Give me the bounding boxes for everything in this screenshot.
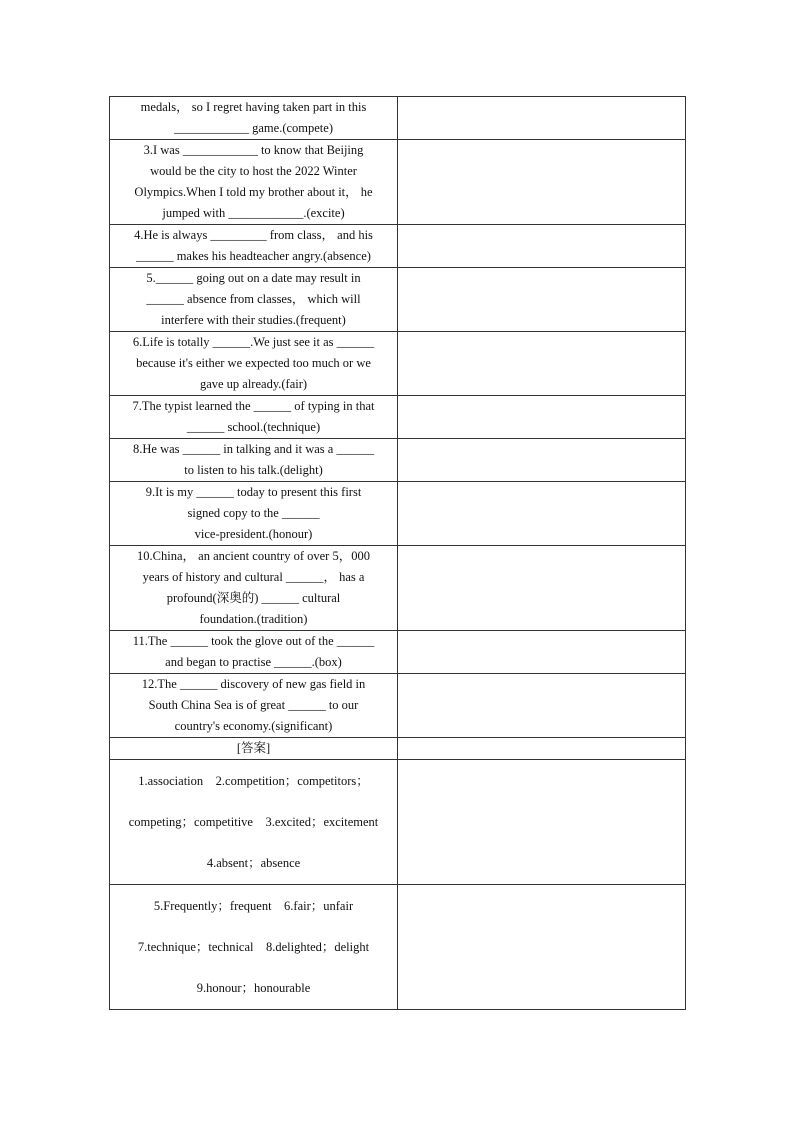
table-row bbox=[110, 631, 686, 674]
answer-blank-cell bbox=[398, 396, 686, 439]
answer-key bbox=[110, 886, 397, 1009]
exercise-table bbox=[109, 96, 686, 1010]
question-cell bbox=[110, 268, 398, 332]
answer-header: [答案] bbox=[236, 741, 271, 755]
question-cell bbox=[110, 97, 398, 140]
table-row bbox=[110, 396, 686, 439]
answer-blank-cell bbox=[398, 225, 686, 268]
question-text: 3.I was ____________ to know that Beijing would be the city to host the 2022 Winter Olympics.When I told my brother about it， he jumped with ____________.(excite) bbox=[134, 143, 373, 220]
table-row bbox=[110, 885, 686, 1010]
answer-blank-cell bbox=[398, 482, 686, 546]
question-cell bbox=[110, 396, 398, 439]
answer-blank-cell bbox=[398, 738, 686, 760]
question-cell bbox=[110, 332, 398, 396]
answer-line: 1.association 2.competition；competitors； bbox=[138, 773, 369, 788]
table-row bbox=[110, 738, 686, 760]
answer-blank-cell bbox=[398, 760, 686, 885]
answer-blank-cell bbox=[398, 631, 686, 674]
answer-line: 5.Frequently；frequent 6.fair；unfair bbox=[153, 898, 354, 913]
question-text: 7.The typist learned the ______ of typing in that ______ school.(technique) bbox=[132, 399, 375, 434]
question-text: 9.It is my ______ today to present this first signed copy to the ______ vice-president.(honour) bbox=[145, 485, 362, 541]
answer-blank-cell bbox=[398, 439, 686, 482]
table-row bbox=[110, 546, 686, 631]
question-text: 10.China， an ancient country of over 5，000 years of history and cultural ______， has a profound(深奥的) ______ cultural foundation.(tradition) bbox=[137, 549, 370, 626]
question-cell bbox=[110, 439, 398, 482]
answer-line: 4.absent；absence bbox=[206, 855, 301, 870]
question-text: 6.Life is totally ______.We just see it as ______ because it's either we expected too much or we gave up already.(fair) bbox=[132, 335, 375, 391]
table-row bbox=[110, 439, 686, 482]
answer-blank-cell bbox=[398, 140, 686, 225]
question-text: 11.The ______ took the glove out of the ______ and began to practise ______.(box) bbox=[132, 634, 375, 669]
question-cell bbox=[110, 674, 398, 738]
answer-blank-cell bbox=[398, 546, 686, 631]
question-cell bbox=[110, 140, 398, 225]
answer-blank-cell bbox=[398, 885, 686, 1010]
question-text: 8.He was ______ in talking and it was a ______ to listen to his talk.(delight) bbox=[133, 442, 374, 477]
table-row bbox=[110, 332, 686, 396]
question-text: medals， so I regret having taken part in this ____________ game.(compete) bbox=[140, 100, 367, 135]
table-row bbox=[110, 482, 686, 546]
table-row bbox=[110, 674, 686, 738]
question-cell bbox=[110, 631, 398, 674]
table-row bbox=[110, 268, 686, 332]
question-cell bbox=[110, 546, 398, 631]
answer-key-cell bbox=[110, 885, 398, 1010]
answer-key bbox=[110, 761, 397, 884]
answer-blank-cell bbox=[398, 674, 686, 738]
question-cell bbox=[110, 225, 398, 268]
question-text: 4.He is always _________ from class， and his ______ makes his headteacher angry.(absence) bbox=[134, 228, 373, 263]
answer-line: 7.technique；technical 8.delighted；delight bbox=[137, 939, 370, 954]
question-text: 12.The ______ discovery of new gas field in South China Sea is of great ______ to our country's economy.(significant) bbox=[141, 677, 366, 733]
question-cell bbox=[110, 482, 398, 546]
answer-line: 9.honour；honourable bbox=[196, 980, 311, 995]
table-row bbox=[110, 140, 686, 225]
question-text: 5.______ going out on a date may result in ______ absence from classes， which will interfere with their studies.(frequent) bbox=[146, 271, 361, 327]
table-row bbox=[110, 97, 686, 140]
table-row bbox=[110, 760, 686, 885]
answer-line: competing；competitive 3.excited；excitement bbox=[128, 814, 379, 829]
answer-blank-cell bbox=[398, 97, 686, 140]
table-row bbox=[110, 225, 686, 268]
answer-key-cell bbox=[110, 760, 398, 885]
answer-blank-cell bbox=[398, 268, 686, 332]
answer-header-cell bbox=[110, 738, 398, 760]
answer-blank-cell bbox=[398, 332, 686, 396]
